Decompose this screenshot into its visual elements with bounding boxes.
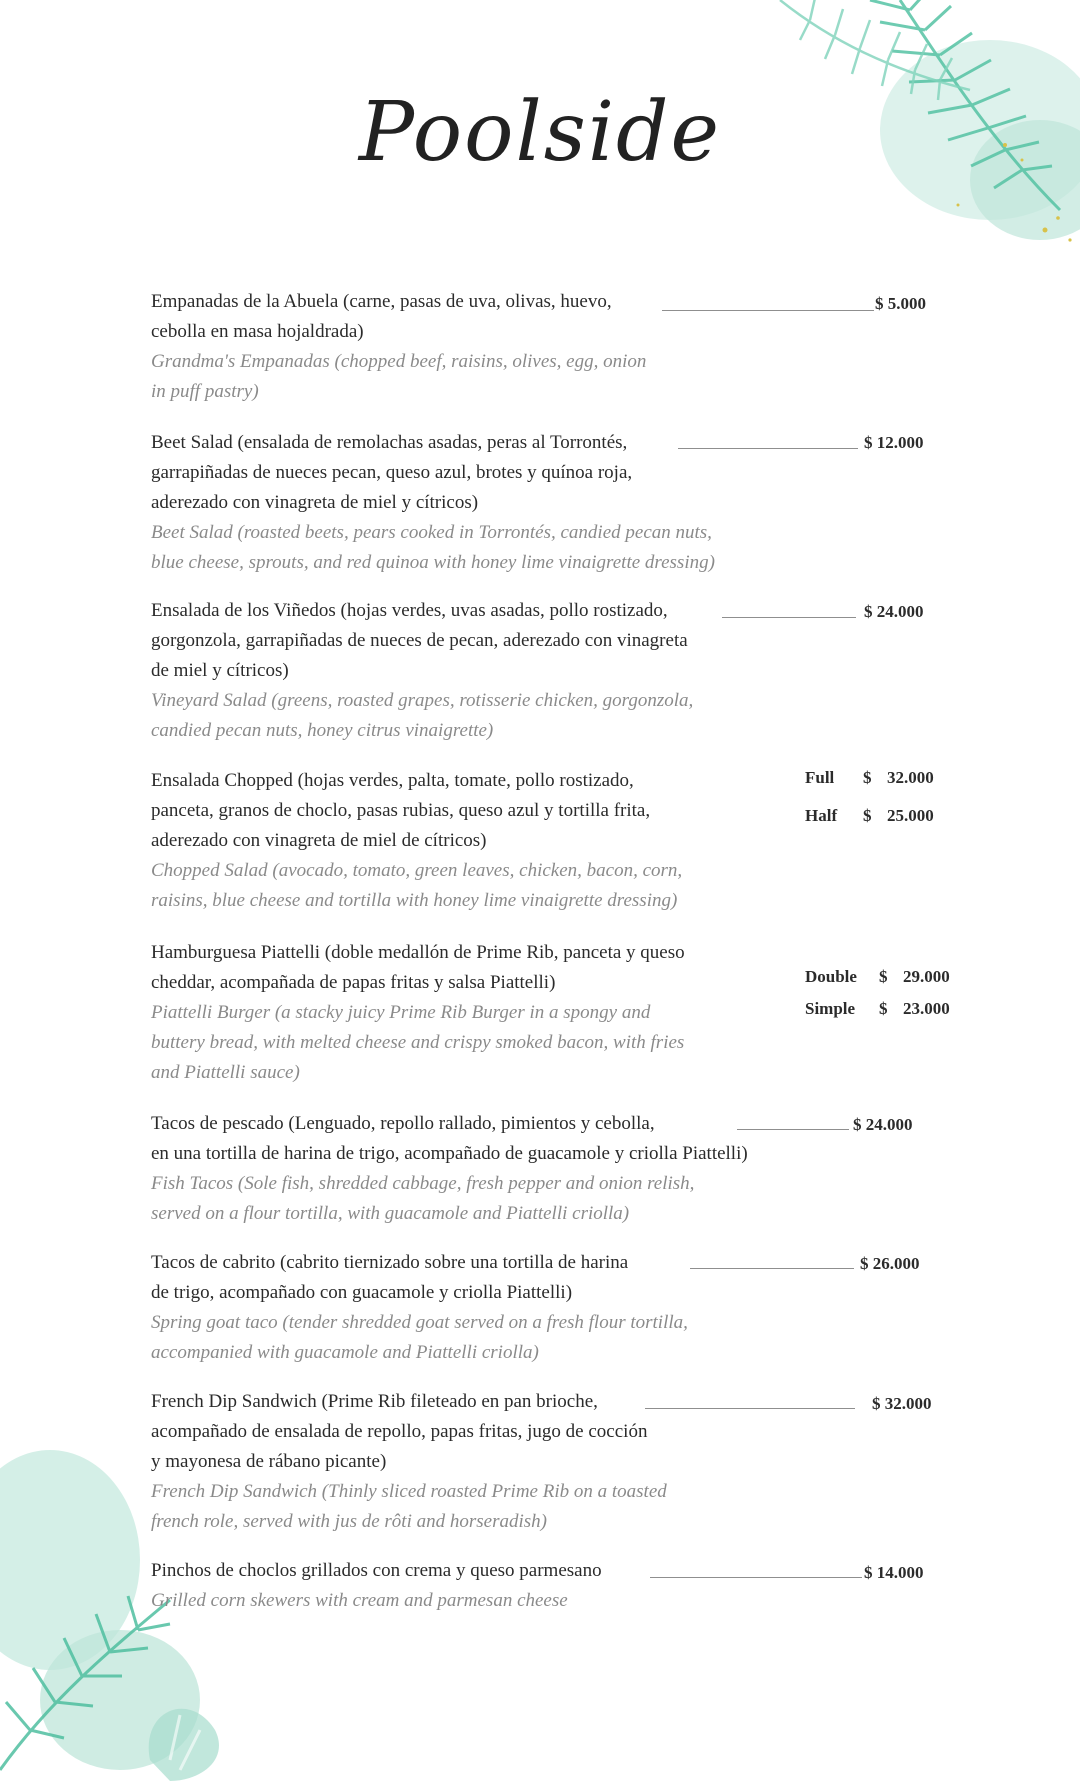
item-price: $ 26.000 — [860, 1254, 920, 1273]
item-description-en: Chopped Salad (avocado, tomato, green leaves, chicken, bacon, corn, — [151, 860, 683, 881]
variant-label: Double — [805, 967, 857, 986]
item-description-es: y mayonesa de rábano picante) — [151, 1451, 387, 1472]
item-description-es: Pinchos de choclos grillados con crema y queso parmesano — [151, 1560, 602, 1581]
item-description-en: candied pecan nuts, honey citrus vinaigrette) — [151, 720, 494, 741]
variant-label: Full — [805, 768, 835, 787]
price-leader-line — [737, 1129, 849, 1130]
price-leader-line — [645, 1408, 855, 1409]
menu-item — [151, 428, 981, 578]
variant-price: 29.000 — [903, 967, 950, 986]
item-description-es: Empanadas de la Abuela (carne, pasas de uva, olivas, huevo, — [151, 291, 612, 312]
variant-price: 25.000 — [887, 806, 934, 825]
item-description-en: raisins, blue cheese and tortilla with honey lime vinaigrette dressing) — [151, 890, 678, 911]
item-description-es: aderezado con vinagreta de miel de cítricos) — [151, 830, 487, 851]
item-price: $ 24.000 — [853, 1115, 913, 1134]
variant-label: Simple — [805, 999, 856, 1018]
item-description-es: acompañado de ensalada de repollo, papas fritas, jugo de cocción — [151, 1421, 648, 1442]
item-description-es: cheddar, acompañada de papas fritas y salsa Piattelli) — [151, 972, 556, 993]
price-leader-line — [678, 448, 858, 449]
item-description-es: de miel y cítricos) — [151, 660, 289, 681]
item-price: $ 12.000 — [864, 433, 924, 452]
item-description-es: aderezado con vinagreta de miel y cítricos) — [151, 492, 479, 513]
item-price: $ 5.000 — [875, 294, 926, 313]
menu-item — [151, 596, 981, 746]
item-description-en: buttery bread, with melted cheese and crispy smoked bacon, with fries — [151, 1032, 685, 1053]
menu-item — [151, 1248, 981, 1368]
variant-currency: $ — [863, 806, 872, 825]
item-description-es: Tacos de cabrito (cabrito tiernizado sobre una tortilla de harina — [151, 1252, 629, 1273]
item-description-en: french role, served with jus de rôti and horseradish) — [151, 1511, 547, 1532]
item-description-es: garrapiñadas de nueces pecan, queso azul, brotes y quínoa roja, — [151, 462, 633, 483]
item-description-en: blue cheese, sprouts, and red quinoa with honey lime vinaigrette dressing) — [151, 552, 715, 573]
item-description-es: gorgonzola, garrapiñadas de nueces de pecan, aderezado con vinagreta — [151, 630, 688, 651]
item-description-en: French Dip Sandwich (Thinly sliced roasted Prime Rib on a toasted — [151, 1481, 667, 1502]
variant-currency: $ — [879, 999, 888, 1018]
menu-item — [151, 1556, 981, 1616]
item-description-en: in puff pastry) — [151, 381, 259, 402]
item-description-en: served on a flour tortilla, with guacamole and Piattelli criolla) — [151, 1203, 630, 1224]
item-description-en: Fish Tacos (Sole fish, shredded cabbage, fresh pepper and onion relish, — [151, 1173, 695, 1194]
item-description-es: Beet Salad (ensalada de remolachas asadas, peras al Torrontés, — [151, 432, 628, 453]
price-variant — [805, 967, 950, 987]
item-description-en: and Piattelli sauce) — [151, 1062, 300, 1083]
item-description-es: Ensalada Chopped (hojas verdes, palta, tomate, pollo rostizado, — [151, 770, 634, 791]
variant-price: 23.000 — [903, 999, 950, 1018]
item-description-es: Tacos de pescado (Lenguado, repollo rallado, pimientos y cebolla, — [151, 1113, 655, 1134]
variant-currency: $ — [863, 768, 872, 787]
price-leader-line — [690, 1268, 854, 1269]
item-description-es: French Dip Sandwich (Prime Rib fileteado en pan brioche, — [151, 1391, 598, 1412]
item-description-en: Piattelli Burger (a stacky juicy Prime Rib Burger in a spongy and — [151, 1002, 651, 1023]
item-price: $ 14.000 — [864, 1563, 924, 1582]
price-variant — [805, 806, 934, 826]
item-description-es: Hamburguesa Piattelli (doble medallón de Prime Rib, panceta y queso — [151, 942, 685, 963]
menu-item — [151, 287, 981, 407]
price-variant — [805, 768, 934, 788]
variant-currency: $ — [879, 967, 888, 986]
item-description-en: Spring goat taco (tender shredded goat served on a fresh flour tortilla, — [151, 1312, 688, 1333]
price-leader-line — [722, 617, 856, 618]
price-leader-line — [662, 310, 874, 311]
item-description-es: panceta, granos de choclo, pasas rubias, queso azul y tortilla frita, — [151, 800, 651, 821]
price-variant — [805, 999, 950, 1019]
variant-label: Half — [805, 806, 838, 825]
item-description-es: cebolla en masa hojaldrada) — [151, 321, 364, 342]
item-description-en: Beet Salad (roasted beets, pears cooked in Torrontés, candied pecan nuts, — [151, 522, 712, 543]
item-price: $ 24.000 — [864, 602, 924, 621]
item-description-es: de trigo, acompañado con guacamole y criolla Piattelli) — [151, 1282, 573, 1303]
item-description-en: Grilled corn skewers with cream and parmesan cheese — [151, 1590, 568, 1611]
menu-title: Poolside — [358, 85, 722, 180]
menu-item — [151, 1387, 981, 1537]
item-description-en: Grandma's Empanadas (chopped beef, raisins, olives, egg, onion — [151, 351, 647, 372]
item-description-en: accompanied with guacamole and Piattelli criolla) — [151, 1342, 539, 1363]
item-price: $ 32.000 — [872, 1394, 932, 1413]
price-leader-line — [650, 1577, 862, 1578]
item-description-es: Ensalada de los Viñedos (hojas verdes, uvas asadas, pollo rostizado, — [151, 600, 668, 621]
variant-price: 32.000 — [887, 768, 934, 787]
menu-item — [151, 766, 981, 916]
item-description-es: en una tortilla de harina de trigo, acompañado de guacamole y criolla Piattelli) — [151, 1143, 748, 1164]
item-description-en: Vineyard Salad (greens, roasted grapes, rotisserie chicken, gorgonzola, — [151, 690, 694, 711]
